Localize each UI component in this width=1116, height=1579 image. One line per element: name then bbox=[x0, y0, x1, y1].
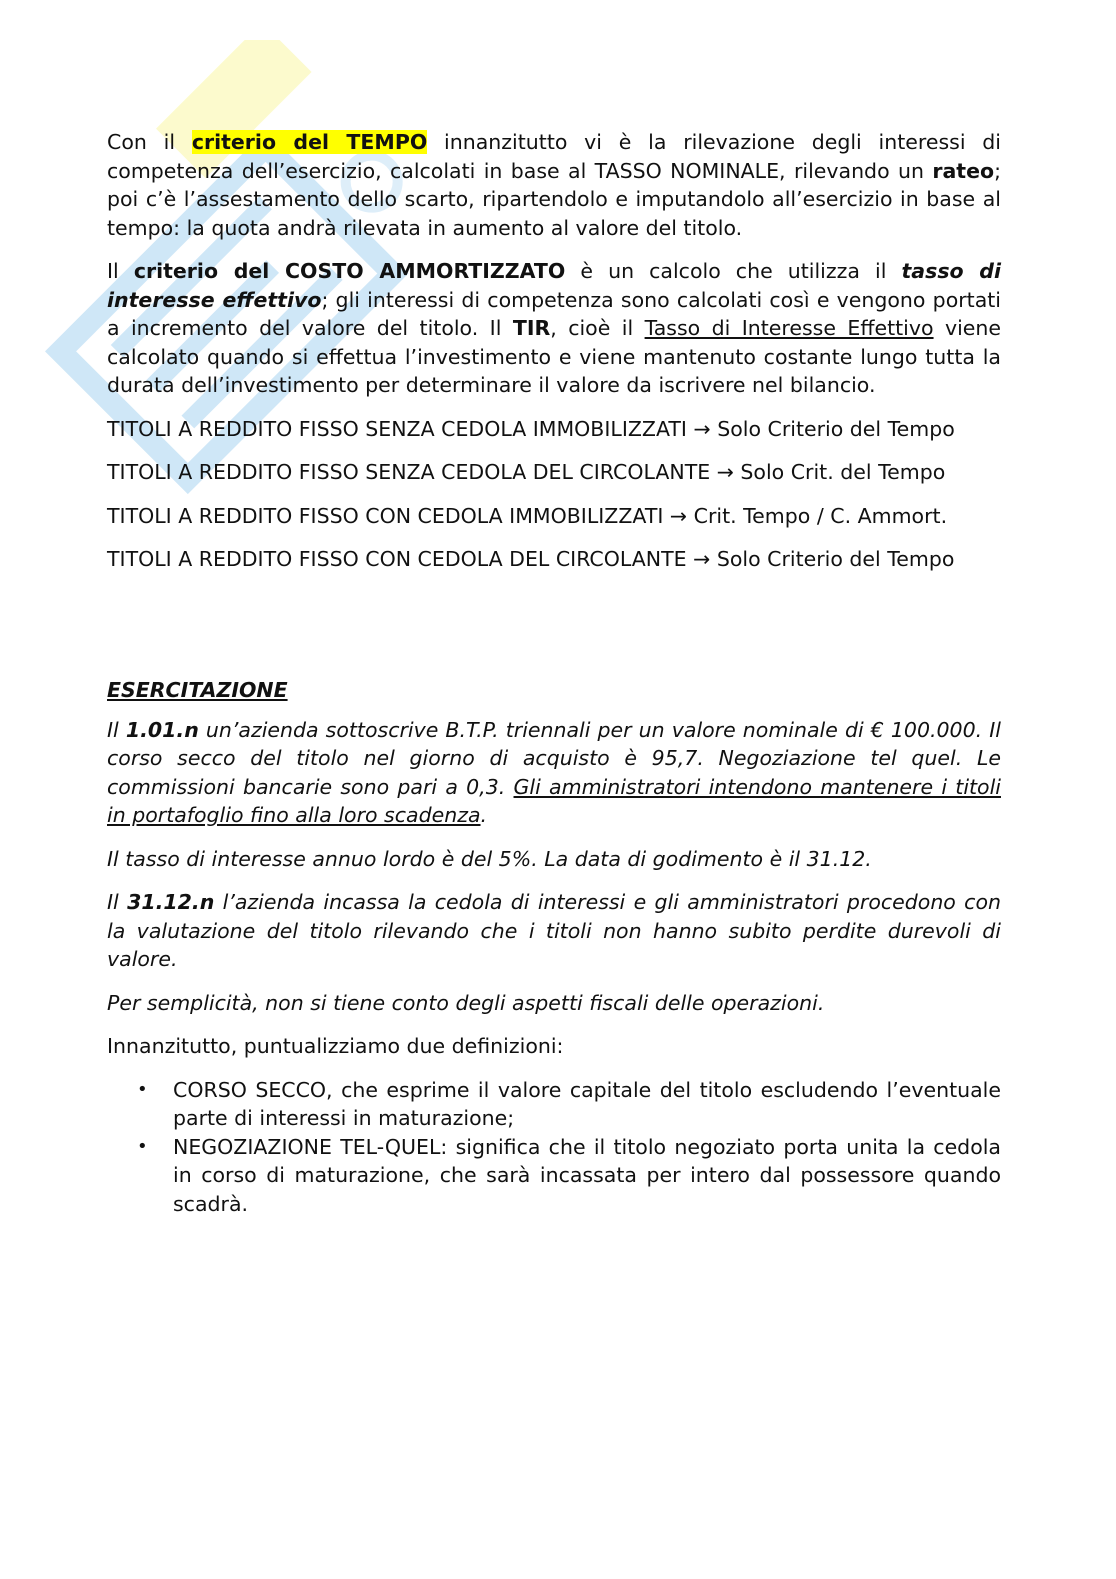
paragraph-e3 bbox=[107, 888, 1001, 974]
text-run: Solo Criterio del Tempo bbox=[710, 547, 955, 571]
text-run: Con il bbox=[107, 130, 192, 154]
paragraph-r2 bbox=[107, 458, 1001, 487]
paragraph-e2 bbox=[107, 845, 1001, 874]
paragraph-e1 bbox=[107, 716, 1001, 830]
text-run: un’azienda sottoscrive B.T.P. triennali per un valore nominale di € 100.000. Il corso secco del titolo nel giorno di acquisto è 95,7. Negoziazione tel quel. Le commissioni bancarie sono pari a 0,3. bbox=[107, 717, 1001, 799]
paragraph-r3 bbox=[107, 502, 1001, 531]
text-run: Il bbox=[107, 717, 126, 742]
text-run: Crit. Tempo / C. Ammort. bbox=[687, 503, 948, 528]
text-run: 31.12.n bbox=[127, 890, 215, 914]
text-run: TITOLI A REDDITO FISSO CON CEDOLA DEL CIRCOLANTE bbox=[107, 547, 694, 571]
list-item bbox=[107, 1076, 1001, 1133]
paragraph-p2 bbox=[107, 257, 1001, 400]
text-run: , cioè il bbox=[550, 316, 645, 340]
text-run: Il tasso di interesse annuo lordo è del 5%. La data di godimento è il 31.12. bbox=[107, 846, 872, 871]
text-run: TIR bbox=[512, 316, 551, 340]
paragraph-list bbox=[107, 128, 1001, 1061]
arrow-icon: → bbox=[693, 547, 711, 571]
paragraph-e4 bbox=[107, 989, 1001, 1018]
text-run: criterio del COSTO AMMORTIZZATO bbox=[133, 259, 566, 283]
arrow-icon: → bbox=[669, 503, 688, 528]
paragraph-r4 bbox=[107, 545, 1001, 574]
list-item-text: NEGOZIAZIONE TEL-QUEL: significa che il titolo negoziato porta unita la cedola in corso di maturazione, che sarà incassata per intero dal possessore quando scadrà. bbox=[173, 1134, 1001, 1216]
text-run: TITOLI A REDDITO FISSO SENZA CEDOLA DEL CIRCOLANTE bbox=[107, 460, 717, 484]
text-run: . bbox=[480, 803, 488, 827]
text-run: Tasso di Interesse Effettivo bbox=[644, 316, 934, 340]
text-run: ; poi c’è l’assestamento dello scarto, ripartendolo e imputandolo all’esercizio in base al tempo: la quota andrà rilevata in aumento al valore del titolo. bbox=[107, 158, 1001, 240]
text-run: Per semplicità, non si tiene conto degli aspetti fiscali delle operazioni. bbox=[107, 990, 825, 1015]
text-run: l’azienda incassa la cedola di interessi e gli amministratori procedono con la valutazione del titolo rilevando che i titoli non hanno subito perdite durevoli di valore. bbox=[107, 890, 1001, 971]
text-run: Gli amministratori intendono mantenere i titoli in portafoglio fino alla loro scadenza bbox=[107, 774, 1001, 827]
text-run: criterio del TEMPO bbox=[191, 130, 428, 154]
text-run: ESERCITAZIONE bbox=[107, 677, 288, 702]
arrow-icon: → bbox=[716, 460, 734, 484]
bullet-icon: • bbox=[137, 1078, 148, 1100]
section-heading bbox=[107, 676, 1001, 704]
text-run: rateo bbox=[932, 158, 995, 183]
text-run: Il bbox=[107, 890, 128, 914]
text-run: Il bbox=[107, 259, 134, 283]
paragraph-p1 bbox=[107, 128, 1001, 242]
arrow-icon: → bbox=[693, 416, 711, 441]
paragraph-r1 bbox=[107, 415, 1001, 444]
text-run: viene calcolato quando si effettua l’investimento e viene mantenuto costante lungo tutta la durata dell’investimento per determinare il valore da iscrivere nel bilancio. bbox=[107, 316, 1002, 397]
list-item-text: CORSO SECCO, che esprime il valore capitale del titolo escludendo l’eventuale parte di interessi in maturazione; bbox=[173, 1077, 1001, 1130]
definition-list bbox=[107, 1076, 1001, 1219]
text-run: innanzitutto vi è la rilevazione degli interessi di competenza dell’esercizio, calcolati in base al TASSO NOMINALE, rilevando un bbox=[107, 130, 1002, 183]
document-body bbox=[107, 128, 1001, 1218]
text-run: Innanzitutto, puntualizziamo due definizioni: bbox=[107, 1034, 564, 1058]
bullet-icon: • bbox=[137, 1135, 148, 1157]
text-run: TITOLI A REDDITO FISSO SENZA CEDOLA IMMOBILIZZATI bbox=[107, 416, 694, 441]
text-run: TITOLI A REDDITO FISSO CON CEDOLA IMMOBILIZZATI bbox=[107, 503, 670, 528]
text-run: ; gli interessi di competenza sono calcolati così e vengono portati a incremento del valore del titolo. Il bbox=[107, 287, 1002, 340]
text-run: Solo Crit. del Tempo bbox=[733, 460, 946, 484]
text-run: è un calcolo che utilizza il bbox=[565, 259, 902, 283]
text-run: 1.01.n bbox=[125, 717, 199, 742]
text-run: Solo Criterio del Tempo bbox=[710, 416, 955, 441]
text-run: tasso di interesse effettivo bbox=[107, 259, 1001, 312]
paragraph-p3 bbox=[107, 1032, 1001, 1061]
list-item bbox=[107, 1133, 1001, 1219]
